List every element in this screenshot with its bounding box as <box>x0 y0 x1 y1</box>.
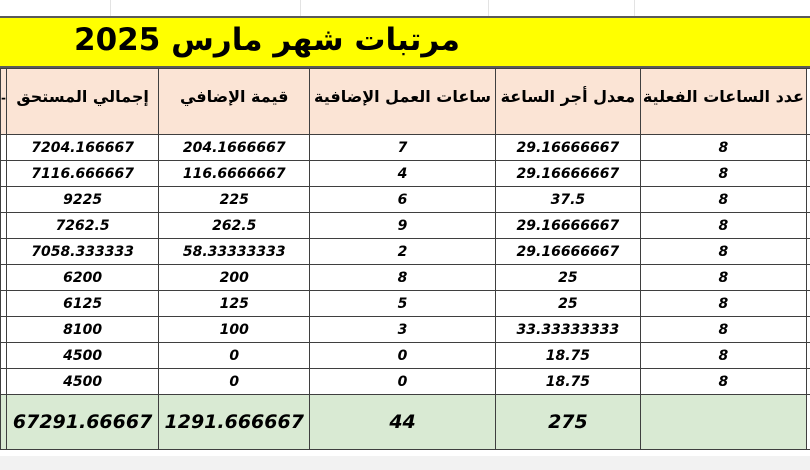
table-row <box>1 135 810 161</box>
left-cut-cell[interactable] <box>1 213 7 239</box>
cell-overtime-hours[interactable]: 3 <box>310 317 495 343</box>
table-row <box>1 161 810 187</box>
total-cell-overtime-hours[interactable]: 44 <box>310 395 495 450</box>
left-cut-cell[interactable] <box>1 161 7 187</box>
header-row <box>1 69 810 135</box>
cell-overtime-hours[interactable]: 2 <box>310 239 495 265</box>
cell-actual-hours[interactable]: 8 <box>641 239 807 265</box>
left-cut-cell[interactable] <box>1 369 7 395</box>
salary-table <box>0 68 810 450</box>
cell-overtime-value[interactable]: 0 <box>159 369 310 395</box>
cell-overtime-hours[interactable]: 0 <box>310 343 495 369</box>
stub-cell <box>806 343 810 369</box>
cell-overtime-value[interactable]: 204.1666667 <box>159 135 310 161</box>
cell-overtime-value[interactable]: 116.6666667 <box>159 161 310 187</box>
stub-cell <box>806 265 810 291</box>
cell-overtime-hours[interactable]: 4 <box>310 161 495 187</box>
cell-actual-hours[interactable]: 8 <box>641 265 807 291</box>
cell-overtime-value[interactable]: 0 <box>159 343 310 369</box>
cell-total-due[interactable]: 8100 <box>7 317 159 343</box>
stub-cell <box>806 135 810 161</box>
cell-actual-hours[interactable]: 8 <box>641 291 807 317</box>
stub-cell <box>806 291 810 317</box>
table-row <box>1 187 810 213</box>
cell-total-due[interactable]: 4500 <box>7 343 159 369</box>
cell-actual-hours[interactable]: 8 <box>641 343 807 369</box>
left-cut-cell[interactable] <box>1 343 7 369</box>
cell-hourly-rate[interactable]: 29.16666667 <box>495 239 640 265</box>
left-cut-cell[interactable] <box>1 317 7 343</box>
cell-total-due[interactable]: 6200 <box>7 265 159 291</box>
header-cell-overtime-value[interactable]: قيمة الإضافي <box>159 69 310 135</box>
cell-total-due[interactable]: 4500 <box>7 369 159 395</box>
cell-overtime-value[interactable]: 100 <box>159 317 310 343</box>
left-cut-column[interactable]: - <box>1 69 7 135</box>
cell-hourly-rate[interactable]: 29.16666667 <box>495 213 640 239</box>
bottom-strip <box>0 456 810 470</box>
cell-total-due[interactable]: 9225 <box>7 187 159 213</box>
cell-actual-hours[interactable]: 8 <box>641 135 807 161</box>
left-cut-cell[interactable] <box>1 187 7 213</box>
cell-total-due[interactable]: 7058.333333 <box>7 239 159 265</box>
cell-total-due[interactable]: 7262.5 <box>7 213 159 239</box>
sheet-title: مرتبات شهر مارس 2025 <box>74 22 460 58</box>
stub-column <box>806 69 810 135</box>
cell-actual-hours[interactable]: 8 <box>641 161 807 187</box>
header-cell-actual-hours[interactable]: عدد الساعات الفعلية <box>641 69 807 135</box>
table-row <box>1 239 810 265</box>
cell-actual-hours[interactable]: 8 <box>641 369 807 395</box>
cell-overtime-hours[interactable]: 0 <box>310 369 495 395</box>
table-row <box>1 213 810 239</box>
total-cell-hourly-rate[interactable]: 275 <box>495 395 640 450</box>
cell-total-due[interactable]: 7204.166667 <box>7 135 159 161</box>
cell-actual-hours[interactable]: 8 <box>641 213 807 239</box>
cell-hourly-rate[interactable]: 37.5 <box>495 187 640 213</box>
left-cut-cell[interactable] <box>1 239 7 265</box>
table-row <box>1 317 810 343</box>
stub-cell <box>806 187 810 213</box>
cell-overtime-hours[interactable]: 7 <box>310 135 495 161</box>
stub-cell <box>806 213 810 239</box>
table-row <box>1 369 810 395</box>
total-cell-total-due[interactable]: 67291.66667 <box>7 395 159 450</box>
header-cell-hourly-rate[interactable]: معدل أجر الساعة <box>495 69 640 135</box>
cell-overtime-hours[interactable]: 5 <box>310 291 495 317</box>
header-cell-total-due[interactable]: إجمالي المستحق <box>7 69 159 135</box>
cell-overtime-hours[interactable]: 9 <box>310 213 495 239</box>
cell-overtime-value[interactable]: 200 <box>159 265 310 291</box>
total-cell-overtime-value[interactable]: 1291.666667 <box>159 395 310 450</box>
left-cut-cell[interactable] <box>1 265 7 291</box>
cell-overtime-value[interactable]: 58.33333333 <box>159 239 310 265</box>
cell-overtime-value[interactable]: 262.5 <box>159 213 310 239</box>
table-row <box>1 291 810 317</box>
header-cell-overtime-hours[interactable]: ساعات العمل الإضافية <box>310 69 495 135</box>
cell-overtime-value[interactable]: 125 <box>159 291 310 317</box>
left-cut-cell[interactable] <box>1 291 7 317</box>
table-row <box>1 265 810 291</box>
stub-cell <box>806 239 810 265</box>
cell-hourly-rate[interactable]: 29.16666667 <box>495 135 640 161</box>
cell-hourly-rate[interactable]: 29.16666667 <box>495 161 640 187</box>
left-cut-cell[interactable] <box>1 395 7 450</box>
stub-cell <box>806 395 810 450</box>
cell-hourly-rate[interactable]: 18.75 <box>495 343 640 369</box>
cell-overtime-value[interactable]: 225 <box>159 187 310 213</box>
previous-row-strip <box>0 0 810 17</box>
cell-actual-hours[interactable]: 8 <box>641 187 807 213</box>
cell-actual-hours[interactable]: 8 <box>641 317 807 343</box>
cell-total-due[interactable]: 6125 <box>7 291 159 317</box>
cell-total-due[interactable]: 7116.666667 <box>7 161 159 187</box>
totals-row <box>1 395 810 450</box>
stub-cell <box>806 369 810 395</box>
left-cut-cell[interactable] <box>1 135 7 161</box>
cell-overtime-hours[interactable]: 6 <box>310 187 495 213</box>
cell-hourly-rate[interactable]: 25 <box>495 291 640 317</box>
title-band[interactable] <box>0 16 810 68</box>
cell-hourly-rate[interactable]: 33.33333333 <box>495 317 640 343</box>
total-cell-actual-hours[interactable] <box>641 395 807 450</box>
cell-hourly-rate[interactable]: 25 <box>495 265 640 291</box>
table-row <box>1 343 810 369</box>
cell-hourly-rate[interactable]: 18.75 <box>495 369 640 395</box>
stub-cell <box>806 317 810 343</box>
stub-cell <box>806 161 810 187</box>
cell-overtime-hours[interactable]: 8 <box>310 265 495 291</box>
